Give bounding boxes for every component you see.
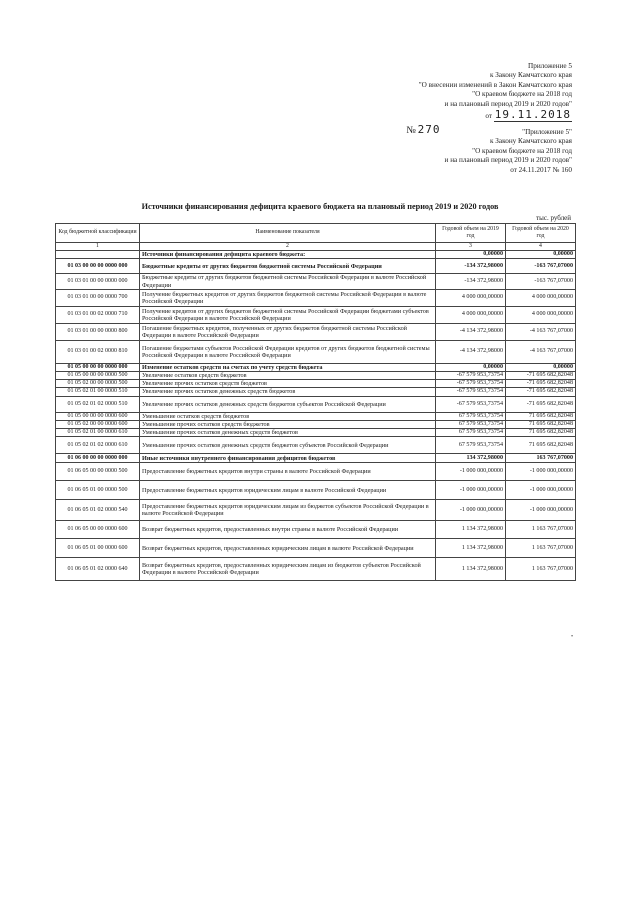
header-line: к Закону Камчатского края	[490, 137, 572, 146]
law-date-value: 19.11.2018	[494, 108, 571, 122]
cell-code: 01 05 02 00 00 0000 600	[56, 420, 140, 428]
cell-name: Иные источники внутреннего финансирования дефицитов бюджетов	[140, 454, 436, 463]
table-header-row	[56, 224, 576, 243]
header-line: к Закону Камчатского края	[490, 71, 572, 80]
cell-code: 01 06 05 01 02 0000 640	[56, 558, 140, 581]
cell-name: Увеличение прочих остатков средств бюджетов	[140, 380, 436, 388]
cell-name: Уменьшение прочих остатков средств бюджетов	[140, 420, 436, 428]
cell-2019: -1 000 000,00000	[436, 463, 506, 481]
column-number-row	[56, 243, 576, 251]
table-row	[56, 481, 576, 500]
table-row	[56, 259, 576, 274]
cell-code: 01 05 00 00 00 0000 600	[56, 412, 140, 420]
cell-code: 01 03 01 00 02 0000 710	[56, 306, 140, 323]
cell-2020: 4 000 000,00000	[506, 289, 576, 306]
header-line: и на плановый период 2019 и 2020 годов"	[444, 156, 572, 165]
table-row	[56, 380, 576, 388]
cell-name: Получение кредитов от других бюджетов бюджетной системы Российской Федерации бюджетами субъектов Российской Федерации в валюте Российской Федерации	[140, 306, 436, 323]
column-header-2019: Годовой объем на 2019 год	[436, 224, 506, 243]
cell-name: Бюджетные кредиты от других бюджетов бюджетной системы Российской Федерации в валюте Российской Федерации	[140, 274, 436, 289]
table-row	[56, 521, 576, 539]
number-prefix: №	[406, 125, 416, 136]
cell-name: Увеличение прочих остатков денежных средств бюджетов субъектов Российской Федерации	[140, 396, 436, 412]
cell-2020: 0,00000	[506, 363, 576, 371]
table-row	[56, 500, 576, 521]
cell-2019: 134 372,98000	[436, 454, 506, 463]
cell-name: Предоставление бюджетных кредитов юридическим лицам в валюте Российской Федерации	[140, 481, 436, 500]
cell-2020: -71 695 682,82048	[506, 380, 576, 388]
cell-2019: 67 579 953,73754	[436, 420, 506, 428]
table-row	[56, 412, 576, 420]
law-number	[406, 125, 440, 136]
cell-code: 01 06 05 00 00 0000 600	[56, 521, 140, 539]
cell-name: Предоставление бюджетных кредитов внутри страны в валюте Российской Федерации	[140, 463, 436, 481]
cell-code: 01 05 02 00 00 0000 500	[56, 380, 140, 388]
header-line: "О краевом бюджете на 2018 год	[472, 90, 572, 99]
cell-name: Предоставление бюджетных кредитов юридическим лицам из бюджетов субъектов Российской Федерации в валюте Российской Федерации	[140, 500, 436, 521]
table-row	[56, 463, 576, 481]
header-line: и на плановый период 2019 и 2020 годов"	[444, 99, 572, 108]
cell-name: Уменьшение прочих остатков денежных средств бюджетов субъектов Российской Федерации	[140, 437, 436, 454]
cell-2020: -71 695 682,82048	[506, 372, 576, 380]
cell-code: 01 05 00 00 00 0000 000	[56, 363, 140, 371]
table-row	[56, 396, 576, 412]
cell-2020: 71 695 682,82048	[506, 420, 576, 428]
cell-2019: 67 579 953,73754	[436, 429, 506, 437]
cell-2019: 0,00000	[436, 251, 506, 259]
law-date-line	[419, 110, 572, 121]
cell-code: 01 05 02 01 02 0000 510	[56, 396, 140, 412]
cell-2019: 67 579 953,73754	[436, 412, 506, 420]
cell-2020: -1 000 000,00000	[506, 481, 576, 500]
appendix-header-new	[419, 62, 572, 121]
financing-sources-table	[55, 223, 576, 581]
cell-name: Погашение бюджетами субъектов Российской Федерации кредитов от других бюджетов бюджетной системы Российской Федерации в валюте Российской Федерации	[140, 340, 436, 363]
cell-2019: -4 134 372,98000	[436, 323, 506, 340]
cell-2019: 4 000 000,00000	[436, 306, 506, 323]
cell-2020: -163 767,07000	[506, 274, 576, 289]
column-header-2020: Годовой объем на 2020 год	[506, 224, 576, 243]
cell-code: 01 06 05 01 02 0000 540	[56, 500, 140, 521]
cell-name: Уменьшение прочих остатков денежных средств бюджетов	[140, 429, 436, 437]
cell-name: Уменьшение остатков средств бюджетов	[140, 412, 436, 420]
cell-2020: 1 163 767,07000	[506, 539, 576, 558]
document-title: Источники финансирования дефицита краевого бюджета на плановый период 2019 и 2020 годов	[141, 202, 499, 211]
cell-2019: -134 372,98000	[436, 259, 506, 274]
table-row	[56, 437, 576, 454]
cell-2020: -163 767,07000	[506, 259, 576, 274]
cell-code: 01 03 01 00 00 0000 700	[56, 289, 140, 306]
cell-code: 01 03 01 00 00 0000 000	[56, 274, 140, 289]
corner-mark: •	[571, 634, 574, 640]
units-label: тыс. рублей	[536, 214, 571, 222]
table-row	[56, 429, 576, 437]
cell-2020: -71 695 682,82048	[506, 396, 576, 412]
cell-2020: 71 695 682,82048	[506, 412, 576, 420]
cell-2019: -67 579 953,73754	[436, 380, 506, 388]
cell-code: 01 03 00 00 00 0000 000	[56, 259, 140, 274]
cell-2019: 67 579 953,73754	[436, 437, 506, 454]
cell-code: 01 03 01 00 02 0000 810	[56, 340, 140, 363]
cell-2020: -1 000 000,00000	[506, 500, 576, 521]
cell-2020: 71 695 682,82048	[506, 429, 576, 437]
cell-2020: 1 163 767,07000	[506, 521, 576, 539]
table-row	[56, 372, 576, 380]
cell-name: Источники финансирования дефицита краевого бюджета:	[140, 251, 436, 259]
table-row	[56, 388, 576, 396]
table-row	[56, 251, 576, 259]
cell-2020: -4 163 767,07000	[506, 340, 576, 363]
cell-name: Возврат бюджетных кредитов, предоставленных внутри страны в валюте Российской Федерации	[140, 521, 436, 539]
cell-name: Изменение остатков средств на счетах по учету средств бюджета	[140, 363, 436, 371]
header-line: "О краевом бюджете на 2018 год	[472, 146, 572, 155]
cell-2019: 1 134 372,98000	[436, 521, 506, 539]
appendix-header-original	[406, 123, 572, 175]
cell-2020: 1 163 767,07000	[506, 558, 576, 581]
cell-2019: -1 000 000,00000	[436, 481, 506, 500]
cell-2020: 4 000 000,00000	[506, 306, 576, 323]
cell-name: Возврат бюджетных кредитов, предоставленных юридическим лицам из бюджетов субъектов Российской Федерации в валюте Российской Федерации	[140, 558, 436, 581]
table-row	[56, 420, 576, 428]
column-number: 4	[506, 243, 576, 251]
table-row	[56, 274, 576, 289]
cell-name: Увеличение остатков средств бюджетов	[140, 372, 436, 380]
cell-2020: -1 000 000,00000	[506, 463, 576, 481]
cell-2019: -67 579 953,73754	[436, 388, 506, 396]
cell-2019: -1 000 000,00000	[436, 500, 506, 521]
column-number: 1	[56, 243, 140, 251]
cell-2019: -67 579 953,73754	[436, 396, 506, 412]
header-line: "О внесении изменений в Закон Камчатского края	[418, 80, 572, 89]
table-row	[56, 539, 576, 558]
cell-2020: 71 695 682,82048	[506, 437, 576, 454]
cell-code	[56, 251, 140, 259]
column-number: 2	[140, 243, 436, 251]
cell-2019: -134 372,98000	[436, 274, 506, 289]
cell-code: 01 06 05 01 00 0000 500	[56, 481, 140, 500]
cell-code: 01 06 05 00 00 0000 500	[56, 463, 140, 481]
column-number: 3	[436, 243, 506, 251]
column-header-code: Код бюджетной классификации	[56, 224, 140, 243]
cell-name: Увеличение прочих остатков денежных средств бюджетов	[140, 388, 436, 396]
cell-name: Возврат бюджетных кредитов, предоставленных юридическим лицам в валюте Российской Федерации	[140, 539, 436, 558]
table-row	[56, 340, 576, 363]
cell-2019: 1 134 372,98000	[436, 539, 506, 558]
table-row	[56, 306, 576, 323]
cell-code: 01 03 01 00 00 0000 800	[56, 323, 140, 340]
cell-2019: -4 134 372,98000	[436, 340, 506, 363]
cell-2020: 163 767,07000	[506, 454, 576, 463]
cell-name: Погашение бюджетных кредитов, полученных от других бюджетов бюджетной системы Российской Федерации в валюте Российской Федерации	[140, 323, 436, 340]
cell-2019: 4 000 000,00000	[436, 289, 506, 306]
cell-2019: 0,00000	[436, 363, 506, 371]
table-row	[56, 363, 576, 371]
cell-2020: -4 163 767,07000	[506, 323, 576, 340]
cell-code: 01 05 00 00 00 0000 500	[56, 372, 140, 380]
cell-2020: 0,00000	[506, 251, 576, 259]
table-row	[56, 454, 576, 463]
header-line: Приложение 5	[528, 62, 572, 70]
table-row	[56, 323, 576, 340]
header-line: от 24.11.2017 № 160	[510, 165, 572, 174]
cell-name: Бюджетные кредиты от других бюджетов бюджетной системы Российской Федерации	[140, 259, 436, 274]
cell-code: 01 05 02 01 02 0000 610	[56, 437, 140, 454]
cell-code: 01 06 00 00 00 0000 000	[56, 454, 140, 463]
cell-2019: 1 134 372,98000	[436, 558, 506, 581]
table-row	[56, 558, 576, 581]
cell-code: 01 06 05 01 00 0000 600	[56, 539, 140, 558]
cell-2019: -67 579 953,73754	[436, 372, 506, 380]
table-row	[56, 289, 576, 306]
table-body	[56, 251, 576, 581]
header-line: № 270 "Приложение 5"	[406, 123, 572, 136]
cell-code: 01 05 02 01 00 0000 510	[56, 388, 140, 396]
date-prefix: от	[485, 112, 492, 121]
column-header-name: Наименование показателя	[140, 224, 436, 243]
cell-name: Получение бюджетных кредитов от других бюджетов бюджетной системы Российской Федерации в валюте Российской Федерации	[140, 289, 436, 306]
cell-2020: -71 695 682,82048	[506, 388, 576, 396]
cell-code: 01 05 02 01 00 0000 610	[56, 429, 140, 437]
law-number-value: 270	[417, 123, 441, 136]
